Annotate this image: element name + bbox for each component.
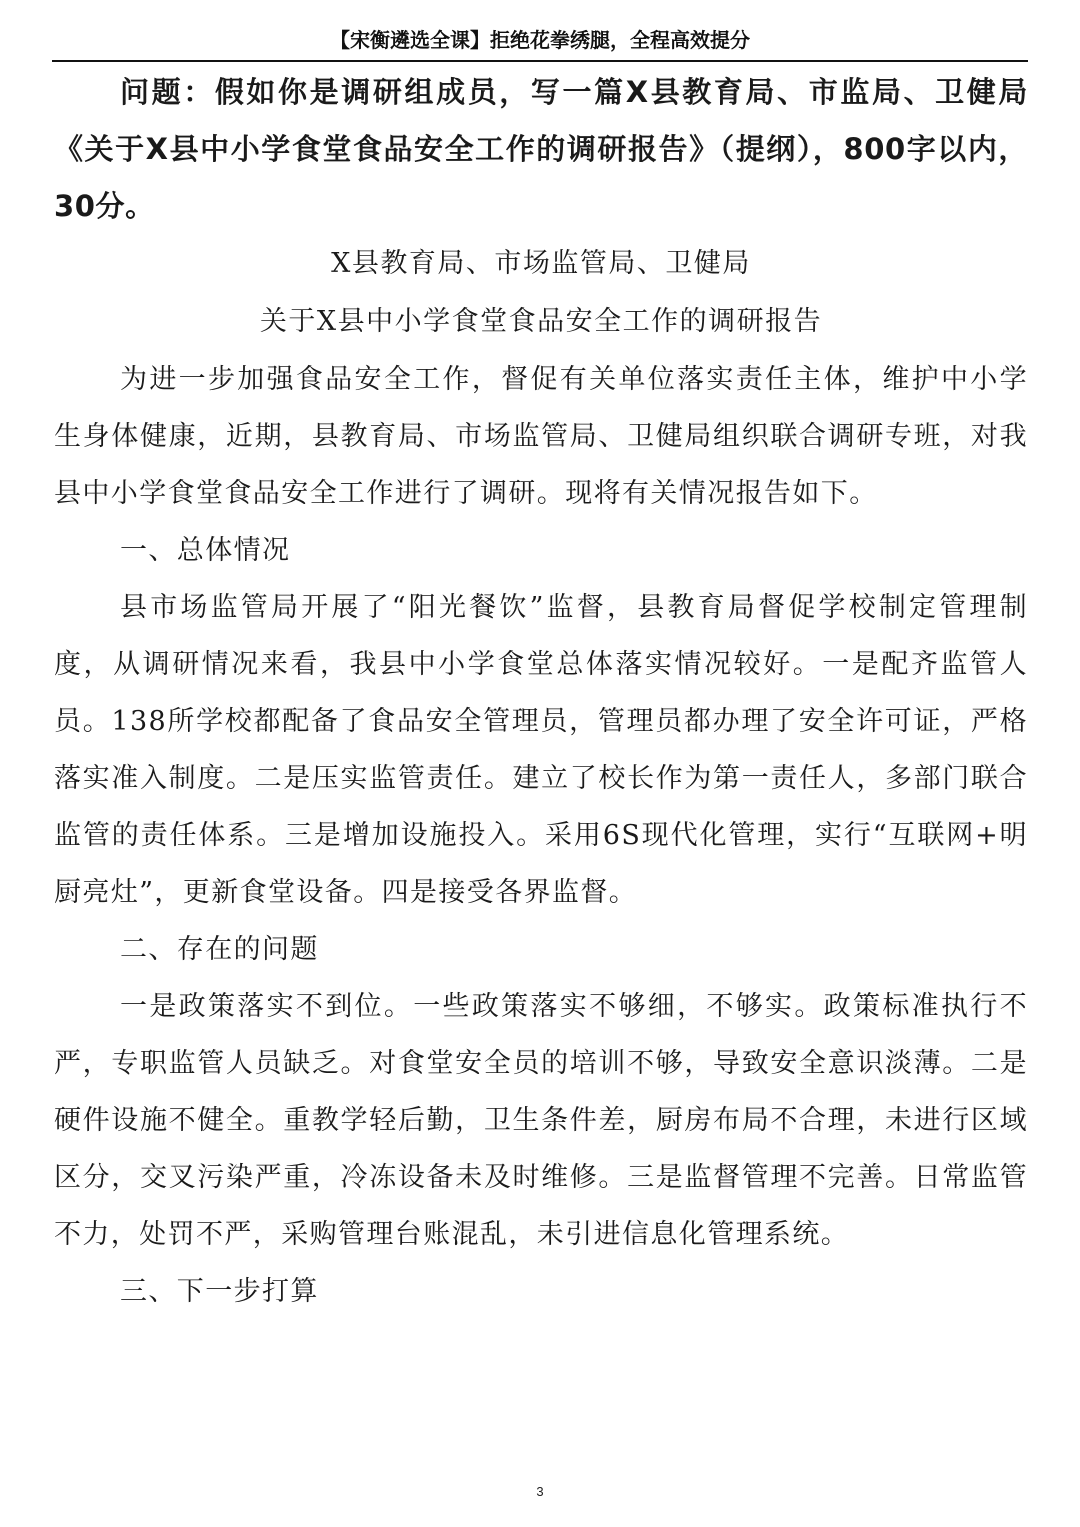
- section-heading-overview: 一、总体情况: [120, 535, 291, 566]
- report-title-line-2: 关于X县中小学食堂食品安全工作的调研报告: [259, 306, 823, 337]
- report-title-line-1: X县教育局、市场监管局、卫健局: [331, 248, 751, 279]
- page-header: 【宋衡遴选全课】拒绝花拳绣腿，全程高效提分: [330, 28, 750, 52]
- intro-paragraph: 为进一步加强食品安全工作，督促有关单位落实责任主体，维护中小学生身体健康，近期，县教育局、市场监管局、卫健局组织联合调研专班，对我县中小学食堂食品安全工作进行了调研。现将有关情况报告如下。: [54, 364, 1028, 509]
- problems-paragraph: 一是政策落实不到位。一些政策落实不够细，不够实。政策标准执行不严，专职监管人员缺乏。对食堂安全员的培训不够，导致安全意识淡薄。二是硬件设施不健全。重教学轻后勤，卫生条件差，厨房布局不合理，未进行区域区分，交叉污染严重，冷冻设备未及时维修。三是监督管理不完善。日常监管不力，处罚不严，采购管理台账混乱，未引进信息化管理系统。: [54, 991, 1028, 1250]
- page-number: 3: [536, 1484, 544, 1499]
- section-heading-next-steps: 三、下一步打算: [120, 1276, 319, 1307]
- overview-paragraph: 县市场监管局开展了“阳光餐饮”监督，县教育局督促学校制定管理制度，从调研情况来看，我县中小学食堂总体落实情况较好。一是配齐监管人员。138所学校都配备了食品安全管理员，管理员都办理了安全许可证，严格落实准入制度。二是压实监管责任。建立了校长作为第一责任人，多部门联合监管的责任体系。三是增加设施投入。采用6S现代化管理，实行“互联网+明厨亮灶”，更新食堂设备。四是接受各界监督。: [54, 592, 1028, 908]
- question-prompt: 问题：假如你是调研组成员，写一篇X县教育局、市监局、卫健局《关于X县中小学食堂食品安全工作的调研报告》（提纲），800字以内，30分。: [54, 75, 1028, 223]
- document-body: [54, 64, 1028, 1320]
- header-divider: [52, 60, 1028, 62]
- section-heading-problems: 二、存在的问题: [120, 934, 319, 965]
